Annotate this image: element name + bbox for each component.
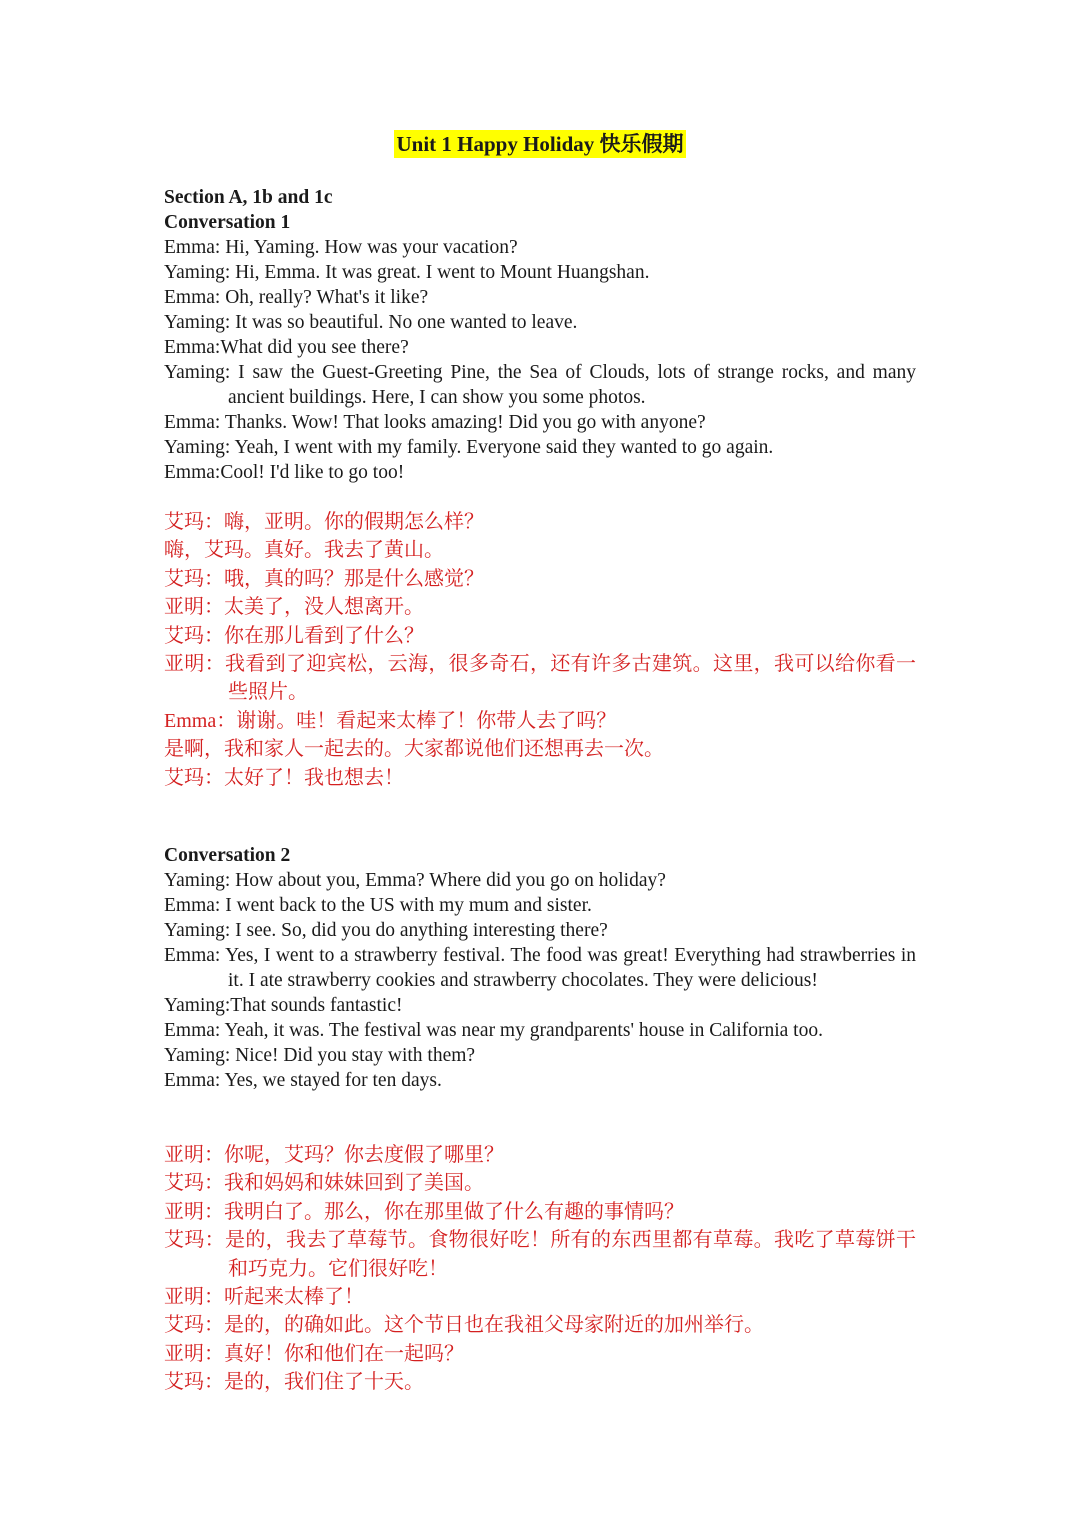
dialogue-line: Yaming:That sounds fantastic! bbox=[164, 995, 403, 1016]
translation-line: 艾玛：嗨，亚明。你的假期怎么样？ bbox=[164, 511, 484, 533]
title-wrap bbox=[0, 130, 1080, 158]
conversation-1-heading: Conversation 1 bbox=[164, 212, 291, 233]
conversation-2-translation bbox=[164, 1141, 916, 1397]
translation-line: 是啊，我和家人一起去的。大家都说他们还想再去一次。 bbox=[164, 738, 664, 761]
translation-line: 亚明：太美了，没人想离开。 bbox=[164, 596, 424, 619]
translation-line: 亚明：真好！你和他们在一起吗？ bbox=[164, 1342, 464, 1365]
dialogue-line: Emma: Hi, Yaming. How was your vacation? bbox=[164, 237, 518, 258]
dialogue-line: Emma: Yes, I went to a strawberry festival. The food was great! Everything had strawberries in it. I ate strawberry cookies and strawberry chocolates. They were delicious! bbox=[164, 945, 916, 991]
conversation-2-heading: Conversation 2 bbox=[164, 845, 291, 866]
dialogue-line: Emma: Yes, we stayed for ten days. bbox=[164, 1070, 442, 1091]
dialogue-line: Yaming: Hi, Emma. It was great. I went to Mount Huangshan. bbox=[164, 262, 650, 283]
translation-line: 艾玛：太好了！我也想去！ bbox=[164, 766, 404, 789]
translation-line: 亚明：听起来太棒了！ bbox=[164, 1286, 364, 1309]
translation-line: Emma：谢谢。哇！看起来太棒了！你带人去了吗？ bbox=[164, 709, 617, 732]
translation-line: 艾玛：是的，我们住了十天。 bbox=[164, 1371, 424, 1394]
translation-line: 艾玛：你在那儿看到了什么？ bbox=[164, 624, 424, 647]
dialogue-line: Emma: Thanks. Wow! That looks amazing! Did you go with anyone? bbox=[164, 412, 706, 433]
dialogue-line: Emma:Cool! I'd like to go too! bbox=[164, 462, 405, 483]
translation-line: 艾玛：我和妈妈和妹妹回到了美国。 bbox=[164, 1172, 484, 1195]
conversation-1-english bbox=[164, 185, 916, 485]
dialogue-line: Yaming: Nice! Did you stay with them? bbox=[164, 1045, 476, 1066]
dialogue-line: Emma: Oh, really? What's it like? bbox=[164, 287, 429, 308]
translation-line: 艾玛：是的，的确如此。这个节日也在我祖父母家附近的加州举行。 bbox=[164, 1314, 764, 1337]
dialogue-line: Yaming: It was so beautiful. No one wanted to leave. bbox=[164, 312, 578, 333]
conversation-1-translation bbox=[164, 508, 916, 792]
translation-line: 亚明：我看到了迎宾松，云海，很多奇石，还有许多古建筑。这里，我可以给你看一些照片。 bbox=[164, 653, 916, 704]
translation-line: 艾玛：哦，真的吗？那是什么感觉？ bbox=[164, 567, 484, 590]
dialogue-line: Emma: Yeah, it was. The festival was near my grandparents' house in California too. bbox=[164, 1020, 823, 1041]
translation-line: 艾玛：是的，我去了草莓节。食物很好吃！所有的东西里都有草莓。我吃了草莓饼干和巧克力。它们很好吃！ bbox=[164, 1229, 916, 1280]
dialogue-line: Emma: I went back to the US with my mum and sister. bbox=[164, 895, 592, 916]
dialogue-line: Yaming: Yeah, I went with my family. Everyone said they wanted to go again. bbox=[164, 437, 774, 458]
dialogue-line: Yaming: I saw the Guest-Greeting Pine, the Sea of Clouds, lots of strange rocks, and many ancient buildings. Here, I can show you some photos. bbox=[164, 362, 916, 408]
section-heading: Section A, 1b and 1c bbox=[164, 187, 333, 208]
translation-line: 亚明：你呢，艾玛？你去度假了哪里？ bbox=[164, 1144, 504, 1166]
dialogue-line: Yaming: I see. So, did you do anything interesting there? bbox=[164, 920, 608, 941]
translation-line: 嗨，艾玛。真好。我去了黄山。 bbox=[164, 539, 444, 562]
conversation-2-english bbox=[164, 843, 916, 1093]
translation-line: 亚明：我明白了。那么，你在那里做了什么有趣的事情吗？ bbox=[164, 1200, 684, 1223]
dialogue-line: Emma:What did you see there? bbox=[164, 337, 409, 358]
page-title: Unit 1 Happy Holiday 快乐假期 bbox=[396, 132, 684, 156]
dialogue-line: Yaming: How about you, Emma? Where did you go on holiday? bbox=[164, 870, 666, 891]
